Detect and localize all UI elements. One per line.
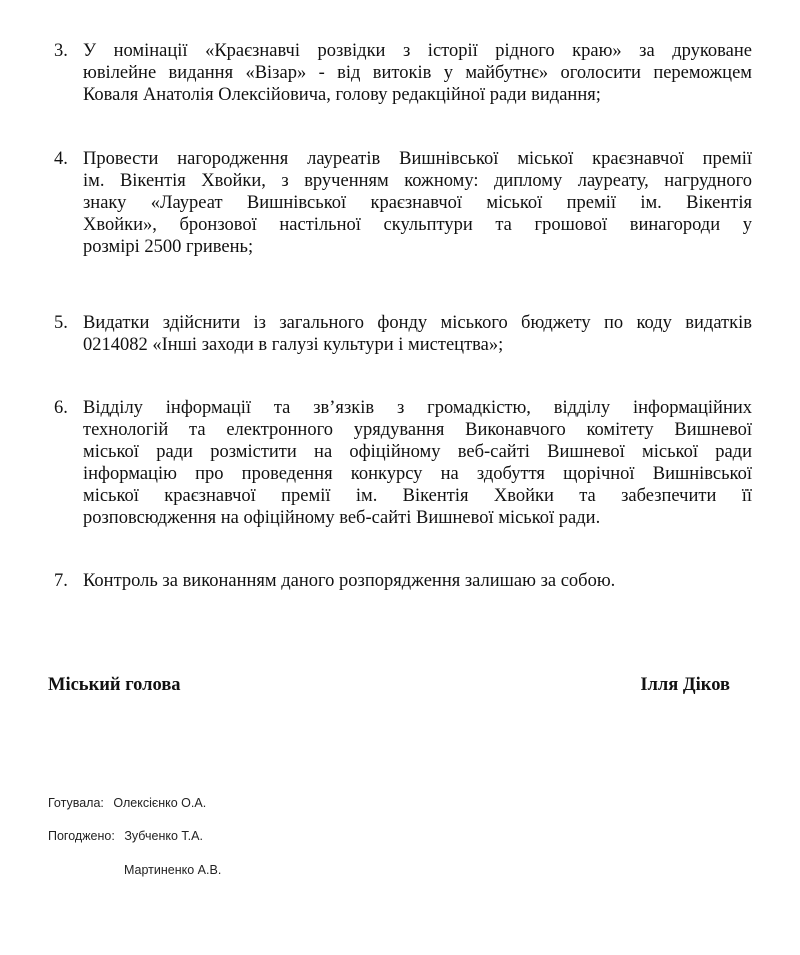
signature-title: Міський голова (48, 675, 181, 695)
item-number: 4. (54, 149, 68, 169)
item-line: Відділу інформації та зв’язків з громадкістю, відділу інформаційних (83, 398, 752, 418)
item-line: технологій та електронного урядування Виконавчого комітету Вишневої (83, 420, 752, 440)
list-item-4 (0, 148, 800, 258)
prepared-name: Олексієнко О.А. (113, 796, 207, 810)
decision-items (0, 40, 800, 592)
item-line: Контроль за виконанням даного розпорядження залишаю за собою. (83, 571, 616, 591)
agreed-by (48, 828, 203, 844)
prepared-by (48, 795, 206, 811)
item-line: Видатки здійснити із загального фонду міського бюджету по коду видатків (83, 313, 752, 333)
list-item-3 (0, 40, 800, 106)
list-item-5 (0, 312, 800, 356)
agreed-name-2: Мартиненко А.В. (124, 863, 222, 877)
item-line: 0214082 «Інші заходи в галузі культури і мистецтва»; (83, 335, 504, 355)
list-item-7 (0, 570, 800, 592)
item-number: 7. (54, 571, 68, 591)
item-line: знаку «Лауреат Вишнівської краєзнавчої міської премії ім. Вікентія (83, 193, 752, 213)
item-line: ім. Вікентія Хвойки, з врученням кожному: диплому лауреату, нагрудного (83, 171, 752, 191)
signature-name: Ілля Діков (640, 675, 730, 695)
item-line: У номінації «Краєзнавчі розвідки з історії рідного краю» за друковане (83, 41, 752, 61)
agreed-name-1: Зубченко Т.А. (124, 829, 203, 843)
item-line: ювілейне видання «Візар» - від витоків у майбутнє» оголосити переможцем (83, 63, 752, 83)
list-item-6 (0, 397, 800, 529)
item-line: інформацію про проведення конкурсу на здобуття щорічної Вишнівської (83, 464, 752, 484)
prepared-label: Готувала: (48, 796, 104, 810)
item-line: Хвойки», бронзової настільної скульптури та грошової винагороди у (83, 215, 752, 235)
agreed-label: Погоджено: (48, 829, 115, 843)
item-line: Коваля Анатолія Олексійовича, голову редакційної ради видання; (83, 85, 601, 105)
item-line: розповсюдження на офіційному веб-сайті Вишневої міської ради. (83, 508, 601, 528)
item-line: міської ради розмістити на офіційному веб-сайті Вишневої міської ради (83, 442, 752, 462)
item-number: 6. (54, 398, 68, 418)
item-number: 3. (54, 41, 68, 61)
item-number: 5. (54, 313, 68, 333)
item-line: розмірі 2500 гривень; (83, 237, 254, 257)
item-line: міської краєзнавчої премії ім. Вікентія Хвойки та забезпечити її (83, 486, 752, 506)
item-line: Провести нагородження лауреатів Вишнівської міської краєзнавчої премії (83, 149, 752, 169)
